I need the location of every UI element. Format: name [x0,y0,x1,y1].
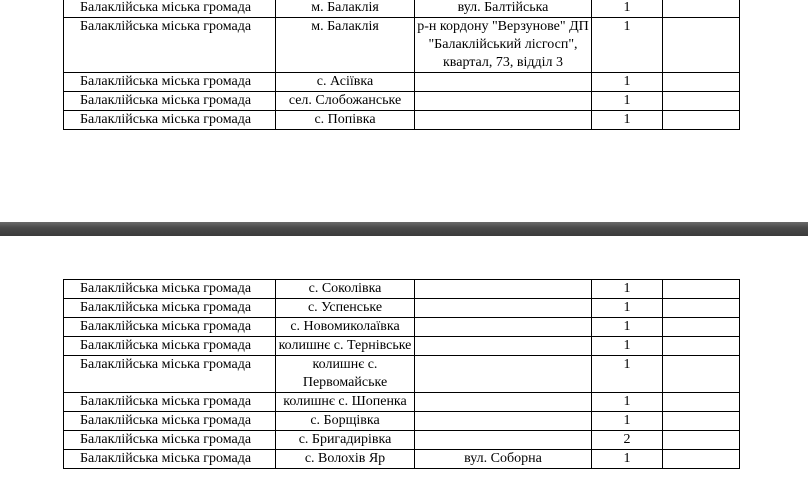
community-cell: Балаклійська міська громада [64,73,276,92]
table-row [64,73,740,92]
address-cell [415,299,592,318]
settlement-cell: с. Попівка [276,111,415,130]
community-cell: Балаклійська міська громада [64,111,276,130]
settlement-cell: с. Бригадирівка [276,431,415,450]
count-cell: 1 [592,280,663,299]
extra-cell [663,18,740,73]
count-cell: 1 [592,92,663,111]
address-cell [415,337,592,356]
community-cell: Балаклійська міська громада [64,356,276,393]
settlements-table-bottom [63,279,740,469]
count-cell: 1 [592,337,663,356]
table-row [64,92,740,111]
settlement-cell: колишнє с. Первомайське [276,356,415,393]
address-cell: вул. Балтійська [415,0,592,18]
address-cell [415,111,592,130]
count-cell: 2 [592,431,663,450]
settlement-cell: с. Успенське [276,299,415,318]
page-separator [0,222,808,236]
community-cell: Балаклійська міська громада [64,299,276,318]
address-cell [415,431,592,450]
count-cell: 1 [592,0,663,18]
address-cell [415,280,592,299]
address-cell [415,412,592,431]
count-cell: 1 [592,412,663,431]
settlements-table-top [63,0,740,130]
extra-cell [663,356,740,393]
community-cell: Балаклійська міська громада [64,318,276,337]
table-row [64,356,740,393]
table-row [64,337,740,356]
table-row [64,0,740,18]
document-page-top [0,0,808,222]
settlement-cell: с. Новомиколаївка [276,318,415,337]
document-page-bottom [0,236,808,503]
count-cell: 1 [592,318,663,337]
table-row [64,299,740,318]
community-cell: Балаклійська міська громада [64,431,276,450]
count-cell: 1 [592,450,663,469]
table-row [64,412,740,431]
extra-cell [663,450,740,469]
settlement-cell: сел. Слобожанське [276,92,415,111]
table-row [64,111,740,130]
address-cell: вул. Соборна [415,450,592,469]
address-cell [415,318,592,337]
count-cell: 1 [592,73,663,92]
table-row [64,393,740,412]
extra-cell [663,412,740,431]
extra-cell [663,111,740,130]
extra-cell [663,92,740,111]
address-cell [415,393,592,412]
settlement-cell: м. Балаклія [276,18,415,73]
table-row [64,18,740,73]
community-cell: Балаклійська міська громада [64,450,276,469]
count-cell: 1 [592,299,663,318]
settlement-cell: с. Асіївка [276,73,415,92]
count-cell: 1 [592,18,663,73]
count-cell: 1 [592,356,663,393]
community-cell: Балаклійська міська громада [64,393,276,412]
address-cell [415,356,592,393]
extra-cell [663,431,740,450]
count-cell: 1 [592,393,663,412]
community-cell: Балаклійська міська громада [64,412,276,431]
community-cell: Балаклійська міська громада [64,337,276,356]
settlement-cell: м. Балаклія [276,0,415,18]
table-row [64,431,740,450]
address-cell: р-н кордону "Верзунове" ДП "Балаклійський лісгосп", квартал, 73, відділ 3 [415,18,592,73]
settlement-cell: с. Соколівка [276,280,415,299]
settlement-cell: с. Волохів Яр [276,450,415,469]
extra-cell [663,299,740,318]
community-cell: Балаклійська міська громада [64,280,276,299]
community-cell: Балаклійська міська громада [64,18,276,73]
settlement-cell: колишнє с. Тернівське [276,337,415,356]
table-row [64,280,740,299]
settlement-cell: с. Борщівка [276,412,415,431]
table-row [64,318,740,337]
table-row [64,450,740,469]
community-cell: Балаклійська міська громада [64,92,276,111]
extra-cell [663,73,740,92]
extra-cell [663,280,740,299]
extra-cell [663,337,740,356]
address-cell [415,73,592,92]
count-cell: 1 [592,111,663,130]
extra-cell [663,0,740,18]
community-cell: Балаклійська міська громада [64,0,276,18]
address-cell [415,92,592,111]
extra-cell [663,318,740,337]
extra-cell [663,393,740,412]
settlement-cell: колишнє с. Шопенка [276,393,415,412]
